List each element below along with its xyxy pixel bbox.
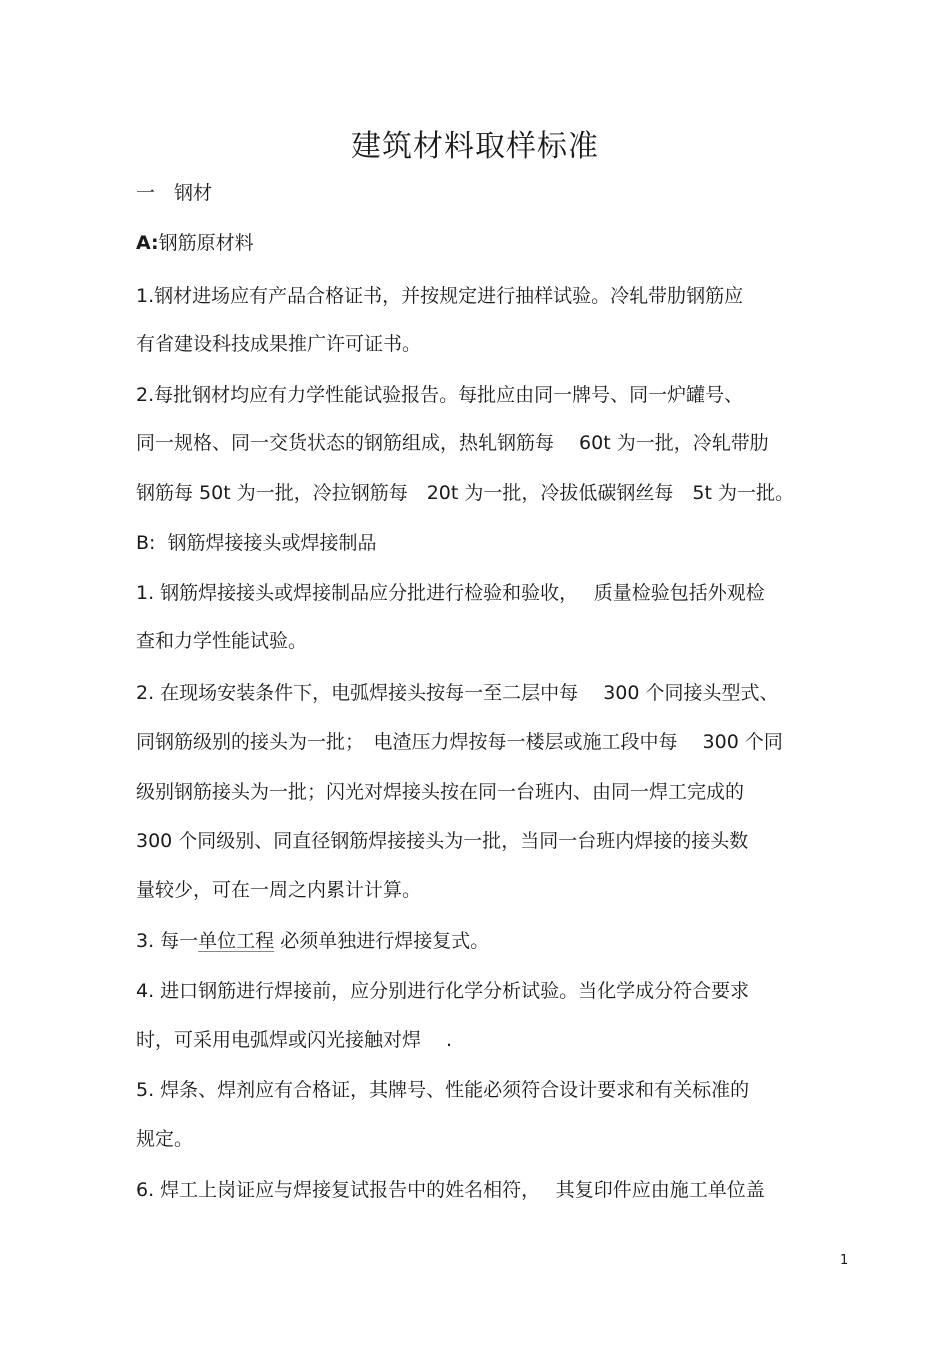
- paragraph-line: 5. 焊条、焊剂应有合格证，其牌号、性能必须符合设计要求和有关标准的: [136, 1079, 750, 1101]
- subsection-heading-a: [136, 231, 254, 255]
- paragraph-line: 查和力学性能试验。: [136, 630, 308, 652]
- subsection-prefix-a: A:: [136, 232, 159, 254]
- paragraph-line: 6. 焊工上岗证应与焊接复试报告中的姓名相符， 其复印件应由施工单位盖: [136, 1179, 765, 1201]
- paragraph-line-b3: [136, 929, 489, 953]
- unit-project-link[interactable]: 单位工程: [198, 930, 275, 952]
- paragraph-line: 有省建设科技成果推广许可证书。: [136, 333, 422, 355]
- paragraph-line: 规定。: [136, 1128, 194, 1150]
- paragraph-line: 级别钢筋接头为一批；闪光对焊接头按在同一台班内、由同一焊工完成的: [136, 781, 745, 803]
- page-number: 1: [840, 1253, 849, 1268]
- paragraph-line: 同钢筋级别的接头为一批； 电渣压力焊按每一楼层或施工段中每 300 个同: [136, 731, 783, 753]
- paragraph-line: 钢筋每 50t 为一批，冷拉钢筋每 20t 为一批，冷拔低碳钢丝每 5t 为一批。: [136, 482, 794, 504]
- paragraph-line: 1.钢材进场应有产品合格证书，并按规定进行抽样试验。冷轧带肋钢筋应: [136, 285, 744, 307]
- b3-suffix: 必须单独进行焊接复式。: [274, 930, 490, 952]
- paragraph-line: 时，可采用电弧焊或闪光接触对焊 .: [136, 1029, 453, 1051]
- section-heading-steel: 一 钢材: [136, 182, 213, 204]
- subsection-text-a: 钢筋原材料: [158, 232, 254, 254]
- paragraph-line: 2.每批钢材均应有力学性能试验报告。每批应由同一牌号、同一炉罐号、: [136, 384, 744, 406]
- paragraph-line: 1. 钢筋焊接接头或焊接制品应分批进行检验和验收， 质量检验包括外观检: [136, 582, 765, 604]
- document-title: 建筑材料取样标准: [351, 129, 599, 164]
- paragraph-line: 2. 在现场安装条件下，电弧焊接头按每一至二层中每 300 个同接头型式、: [136, 682, 779, 704]
- b3-prefix: 3. 每一: [136, 930, 199, 952]
- paragraph-line: 量较少，可在一周之内累计计算。: [136, 879, 422, 901]
- paragraph-line: 4. 进口钢筋进行焊接前，应分别进行化学分析试验。当化学成分符合要求: [136, 980, 750, 1002]
- paragraph-line: 300 个同级别、同直径钢筋焊接接头为一批，当同一台班内焊接的接头数: [136, 830, 749, 852]
- paragraph-line: 同一规格、同一交货状态的钢筋组成，热轧钢筋每 60t 为一批，冷轧带肋: [136, 432, 769, 454]
- subsection-heading-b: B: 钢筋焊接接头或焊接制品: [136, 532, 377, 554]
